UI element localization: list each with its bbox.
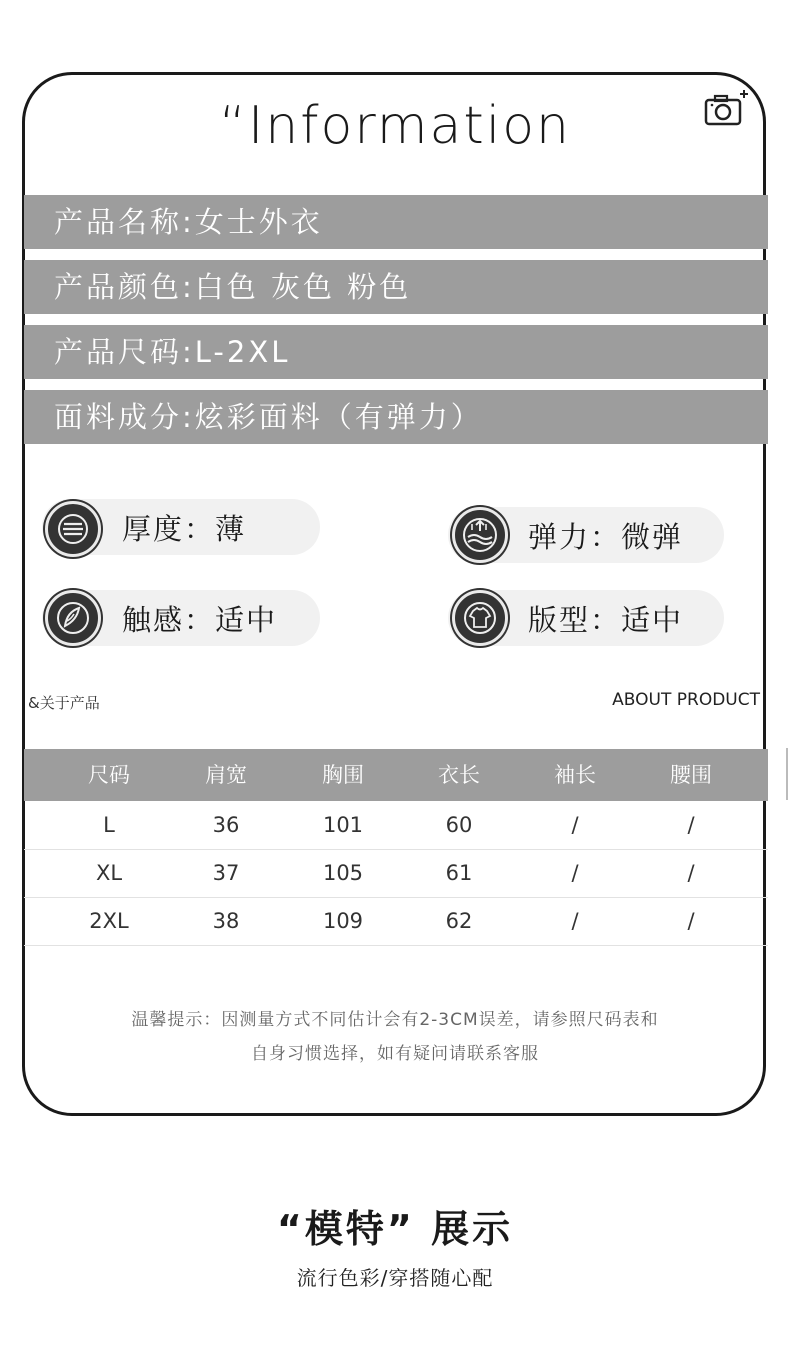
tshirt-icon: [452, 590, 508, 646]
feature-fit: [448, 590, 724, 646]
info-row-size: 产品尺码:L-2XL: [24, 325, 768, 379]
feature-elasticity-label: 弹力：微弹: [528, 519, 684, 554]
about-label-cn: &关于产品: [28, 694, 100, 712]
table-cell: 2XL: [89, 909, 129, 933]
col-header-length: 衣长: [438, 763, 480, 787]
feature-elasticity: [448, 507, 724, 563]
info-row-name: 产品名称:女士外衣: [24, 195, 768, 249]
model-section-subtitle: 流行色彩/穿搭随心配: [296, 1266, 494, 1290]
table-row: [24, 801, 768, 850]
table-cell: 38: [212, 909, 240, 933]
feature-thickness: [42, 499, 320, 555]
feature-touch-label: 触感：适中: [122, 602, 278, 637]
lines-icon: [45, 501, 101, 557]
col-header-size: 尺码: [88, 763, 130, 787]
table-cell: 109: [322, 909, 364, 933]
table-cell: /: [571, 813, 579, 837]
info-row-color: 产品颜色:白色 灰色 粉色: [24, 260, 768, 314]
col-header-sleeve: 袖长: [554, 763, 596, 787]
table-cell: /: [687, 909, 695, 933]
divider: [786, 748, 788, 800]
tip-line-2: 自身习惯选择，如有疑问请联系客服: [251, 1044, 539, 1064]
table-cell: L: [103, 813, 115, 837]
table-cell: 105: [322, 861, 364, 885]
size-table-header: [24, 749, 768, 801]
page-title: “Information: [219, 96, 571, 156]
table-row: [24, 849, 768, 898]
table-cell: 61: [445, 861, 473, 885]
info-row-fabric: 面料成分:炫彩面料（有弹力）: [24, 390, 768, 444]
table-cell: 60: [445, 813, 473, 837]
table-cell: 36: [212, 813, 240, 837]
table-cell: /: [571, 909, 579, 933]
table-row: [24, 897, 768, 946]
table-cell: /: [687, 813, 695, 837]
table-cell: XL: [95, 861, 123, 885]
col-header-chest: 胸围: [322, 763, 364, 787]
table-cell: 37: [212, 861, 240, 885]
model-section-title: “模特” 展示: [276, 1207, 514, 1251]
feature-touch: [42, 590, 320, 646]
table-cell: 101: [322, 813, 364, 837]
feature-thickness-label: 厚度：薄: [122, 511, 247, 546]
table-cell: 62: [445, 909, 473, 933]
tip-line-1: 温馨提示：因测量方式不同估计会有2-3CM误差，请参照尺码表和: [131, 1010, 659, 1030]
stretch-icon: [452, 507, 508, 563]
col-header-shoulder: 肩宽: [205, 763, 247, 787]
table-cell: /: [687, 861, 695, 885]
feather-icon: [45, 590, 101, 646]
col-header-waist: 腰围: [670, 763, 712, 787]
table-cell: /: [571, 861, 579, 885]
feature-fit-label: 版型：适中: [528, 602, 684, 637]
camera-plus-icon[interactable]: [702, 88, 750, 132]
about-label-en: ABOUT PRODUCT: [612, 690, 760, 710]
